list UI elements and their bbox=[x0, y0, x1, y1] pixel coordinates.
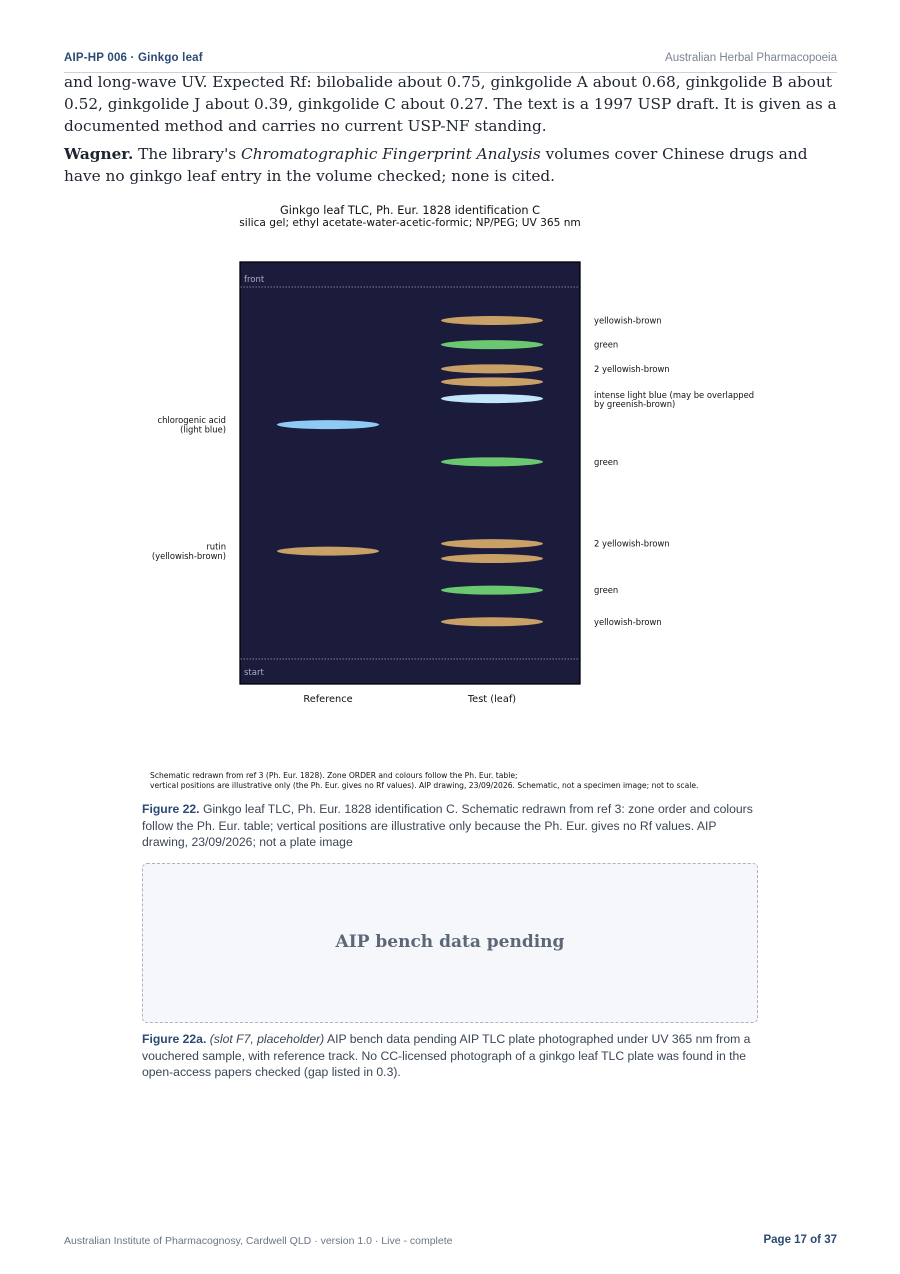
wagner-lead: Wagner. bbox=[64, 145, 134, 163]
figure-22a-label: Figure 22a. bbox=[142, 1032, 207, 1046]
header-monograph-id: AIP-HP 006 · Ginkgo leaf bbox=[64, 52, 203, 64]
reference-zone-label: chlorogenic acid bbox=[157, 415, 226, 426]
test-zone-label: yellowish-brown bbox=[594, 616, 662, 627]
test-zone bbox=[441, 316, 543, 325]
placeholder-text: AIP bench data pending bbox=[335, 932, 565, 952]
test-zone-label: green bbox=[594, 339, 619, 350]
reference-track-label: Reference bbox=[303, 694, 353, 705]
wagner-text-b: volumes cover Chinese drugs and have no ginkgo leaf entry in the volume checked; none is cited. bbox=[64, 145, 808, 185]
test-zone bbox=[441, 539, 543, 548]
test-zone bbox=[441, 457, 543, 466]
test-zone bbox=[441, 340, 543, 349]
figure-22-label: Figure 22. bbox=[142, 802, 200, 816]
figure-subtitle: silica gel; ethyl acetate-water-acetic-formic; NP/PEG; UV 365 nm bbox=[239, 217, 581, 229]
wagner-book-title: Chromatographic Fingerprint Analysis bbox=[241, 145, 541, 163]
figure-note-line1: Schematic redrawn from ref 3 (Ph. Eur. 1828). Zone ORDER and colours follow the Ph. Eur. table; bbox=[150, 771, 518, 780]
front-label: front bbox=[244, 275, 265, 285]
start-label: start bbox=[244, 668, 264, 678]
test-zone-label-sub: by greenish-brown) bbox=[594, 399, 676, 410]
figure-22-caption-text: Ginkgo leaf TLC, Ph. Eur. 1828 identification C. Schematic redrawn from ref 3: zone order and colours follow the Ph. Eur. table; vertical positions are illustrative only because the Ph. Eur. gives no Rf values. AIP drawing, 23/09/2026; not a plate image bbox=[142, 802, 753, 849]
reference-zone-label-sub: (yellowish-brown) bbox=[151, 551, 226, 562]
body-paragraph-usp: and long-wave UV. Expected Rf: bilobalide about 0.75, ginkgolide A about 0.68, ginkgolide B about 0.52, ginkgolide J about 0.39, ginkgolide C about 0.27. The text is a 1997 USP draft. It is given as a documented method and carries no current USP-NF standing. bbox=[64, 73, 837, 135]
test-zone-label: 2 yellowish-brown bbox=[594, 538, 670, 549]
header-publication-title: Australian Herbal Pharmacopoeia bbox=[665, 52, 837, 64]
test-zone bbox=[441, 377, 543, 386]
reference-zone-label-sub: (light blue) bbox=[180, 424, 226, 435]
reference-zone bbox=[277, 420, 379, 429]
figure-22a-slot: (slot F7, placeholder) bbox=[206, 1032, 325, 1046]
test-zone-label: yellowish-brown bbox=[594, 315, 662, 326]
test-zone-label: intense light blue (may be overlapped bbox=[594, 390, 755, 401]
tlc-schematic-figure bbox=[140, 196, 770, 798]
wagner-text-a: The library's bbox=[133, 145, 242, 163]
reference-zone-label: rutin bbox=[206, 541, 226, 552]
running-header bbox=[64, 50, 837, 73]
figure-22a-caption bbox=[142, 1031, 762, 1081]
test-zone bbox=[441, 586, 543, 595]
figure-title: Ginkgo leaf TLC, Ph. Eur. 1828 identification C bbox=[279, 204, 541, 217]
test-zone bbox=[441, 617, 543, 626]
reference-zone bbox=[277, 547, 379, 556]
bench-data-placeholder bbox=[142, 863, 758, 1023]
test-zone bbox=[441, 554, 543, 563]
figure-note-line2: vertical positions are illustrative only (the Ph. Eur. gives no Rf values). AIP drawing, 23/09/2026. Schematic, not a specimen image; not to scale. bbox=[150, 781, 699, 790]
test-zone-label: 2 yellowish-brown bbox=[594, 363, 670, 374]
footer-page-number: Page 17 of 37 bbox=[763, 1234, 837, 1246]
test-zone bbox=[441, 364, 543, 373]
figure-22-caption bbox=[142, 801, 762, 851]
test-zone bbox=[441, 394, 543, 403]
test-zone-label: green bbox=[594, 585, 619, 596]
body-paragraph-wagner bbox=[64, 143, 839, 187]
figure-22a-caption-text: AIP bench data pending AIP TLC plate photographed under UV 365 nm from a vouchered sample, with reference track. No CC-licensed photograph of a ginkgo leaf TLC plate was found in the open-access papers checked (gap listed in 0.3). bbox=[142, 1032, 751, 1079]
test-zone-label: green bbox=[594, 456, 619, 467]
test-track-label: Test (leaf) bbox=[467, 694, 517, 705]
footer-institution: Australian Institute of Pharmacognosy, Cardwell QLD · version 1.0 · Live - complete bbox=[64, 1235, 453, 1247]
